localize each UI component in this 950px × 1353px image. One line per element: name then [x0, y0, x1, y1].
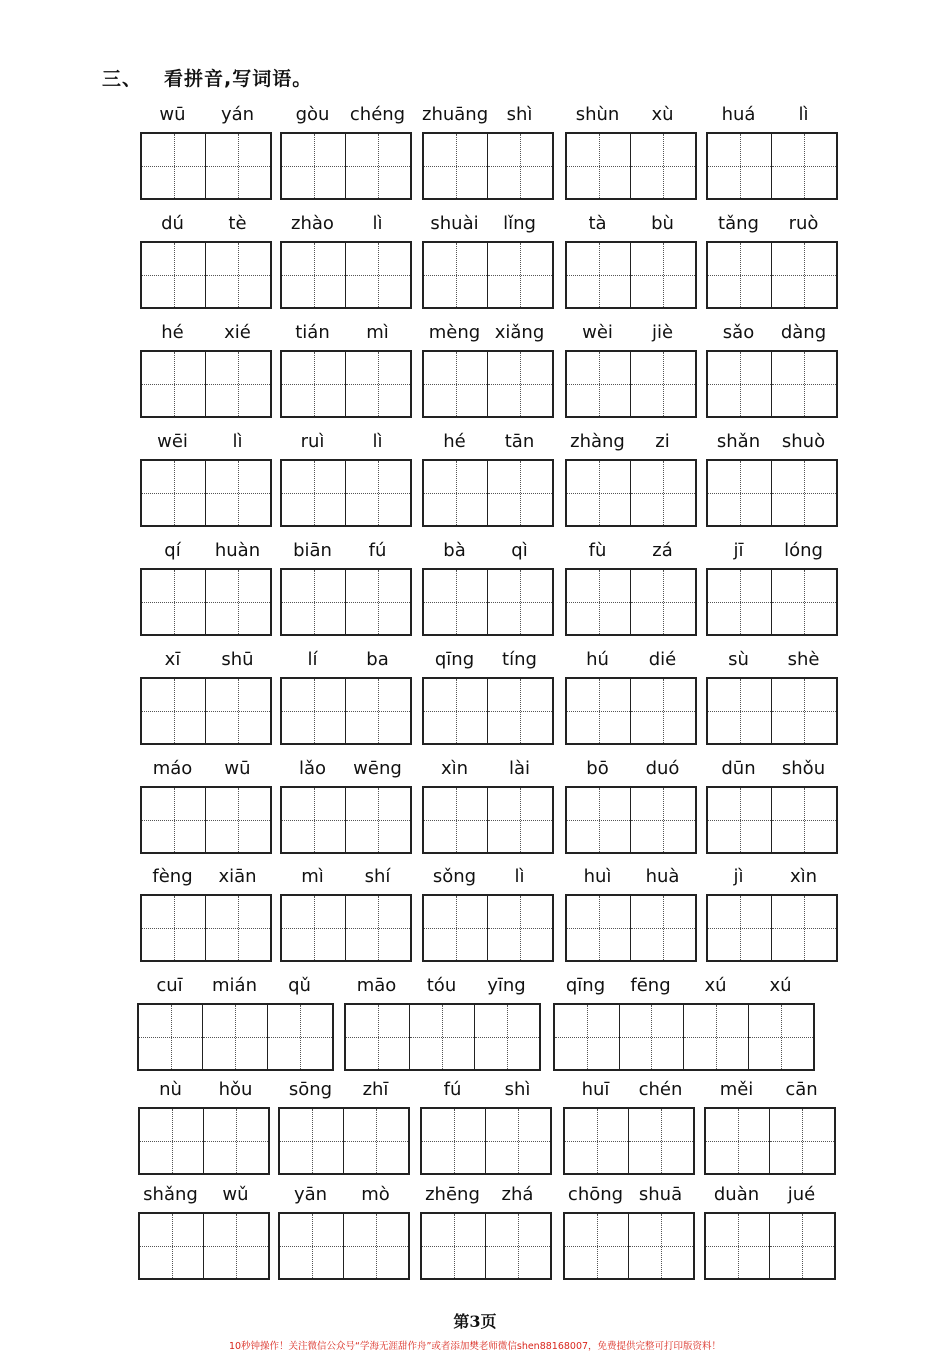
pinyin-label: zhá: [501, 1184, 534, 1205]
writing-box[interactable]: [140, 459, 272, 527]
tianzige-cell[interactable]: [706, 1214, 770, 1278]
writing-box[interactable]: [138, 1107, 270, 1175]
tianzige-cell[interactable]: [488, 352, 552, 416]
pinyin-label: lì: [232, 431, 243, 452]
tianzige-cell[interactable]: [488, 896, 552, 960]
pinyin-label: bà: [443, 540, 466, 561]
pinyin-label: xìn: [440, 758, 469, 779]
tianzige-cell[interactable]: [422, 1109, 486, 1173]
tianzige-cell[interactable]: [565, 1214, 629, 1278]
pinyin-label: huà: [645, 866, 680, 887]
tianzige-cell[interactable]: [567, 134, 631, 198]
pinyin-label: māo: [356, 975, 397, 996]
tianzige-cell[interactable]: [282, 461, 346, 525]
tianzige-cell[interactable]: [567, 243, 631, 307]
pinyin-label: shǒu: [781, 758, 826, 779]
pinyin-label: shì: [506, 104, 533, 125]
pinyin-label: lì: [798, 104, 809, 125]
tianzige-cell[interactable]: [772, 896, 836, 960]
pinyin-label: zhào: [291, 213, 334, 234]
tianzige-cell[interactable]: [772, 352, 836, 416]
pinyin-label: sǒng: [432, 866, 477, 887]
writing-box[interactable]: [565, 894, 697, 962]
writing-box[interactable]: [704, 1212, 836, 1280]
writing-box[interactable]: [563, 1212, 695, 1280]
pinyin-label: zhàng: [570, 431, 625, 452]
writing-box[interactable]: [565, 677, 697, 745]
pinyin-label: fèng: [152, 866, 193, 887]
writing-box[interactable]: [280, 786, 412, 854]
writing-box[interactable]: [422, 459, 554, 527]
pinyin-label: fù: [588, 540, 607, 561]
pinyin-label: sù: [728, 649, 749, 670]
writing-box[interactable]: [280, 677, 412, 745]
pinyin-label: lí: [307, 649, 318, 670]
tianzige-cell[interactable]: [631, 352, 695, 416]
tianzige-cell[interactable]: [346, 570, 410, 634]
writing-box[interactable]: [565, 350, 697, 418]
tianzige-cell[interactable]: [410, 1005, 474, 1069]
tianzige-cell[interactable]: [631, 679, 695, 743]
pinyin-label: qǔ: [288, 975, 311, 996]
section-number: 三、: [102, 68, 143, 90]
pinyin-label: tà: [588, 213, 607, 234]
pinyin-label: xiān: [218, 866, 257, 887]
writing-box[interactable]: [280, 894, 412, 962]
tianzige-cell[interactable]: [684, 1005, 749, 1069]
tianzige-cell[interactable]: [708, 461, 772, 525]
tianzige-cell[interactable]: [142, 243, 206, 307]
writing-box[interactable]: [706, 350, 838, 418]
tianzige-cell[interactable]: [772, 134, 836, 198]
pinyin-label: dàng: [780, 322, 827, 343]
writing-box[interactable]: [140, 568, 272, 636]
writing-box[interactable]: [565, 459, 697, 527]
pinyin-label: nù: [159, 1079, 182, 1100]
writing-box[interactable]: [420, 1212, 552, 1280]
pinyin-label: huàn: [214, 540, 261, 561]
writing-box[interactable]: [706, 677, 838, 745]
pinyin-label: wèi: [582, 322, 613, 343]
tianzige-cell[interactable]: [346, 134, 410, 198]
page-number: 第3页: [453, 1312, 497, 1331]
writing-box[interactable]: [280, 350, 412, 418]
writing-box[interactable]: [565, 568, 697, 636]
tianzige-cell[interactable]: [424, 243, 488, 307]
tianzige-cell[interactable]: [708, 352, 772, 416]
pinyin-label: měi: [719, 1079, 754, 1100]
writing-box[interactable]: [706, 241, 838, 309]
tianzige-cell[interactable]: [206, 352, 270, 416]
pinyin-label: cuī: [156, 975, 183, 996]
tianzige-cell[interactable]: [749, 1005, 814, 1069]
pinyin-label: shì: [504, 1079, 531, 1100]
tianzige-cell[interactable]: [206, 461, 270, 525]
tianzige-cell[interactable]: [422, 1214, 486, 1278]
pinyin-label: shuā: [638, 1184, 683, 1205]
pinyin-label: zi: [655, 431, 670, 452]
tianzige-cell[interactable]: [346, 243, 410, 307]
tianzige-cell[interactable]: [488, 788, 552, 852]
pinyin-label: qīng: [565, 975, 606, 996]
pinyin-label: lǐng: [503, 213, 536, 234]
tianzige-cell[interactable]: [708, 134, 772, 198]
tianzige-cell[interactable]: [620, 1005, 685, 1069]
pinyin-label: biān: [293, 540, 332, 561]
pinyin-label: lǎo: [298, 758, 327, 779]
writing-box[interactable]: [706, 786, 838, 854]
tianzige-cell[interactable]: [565, 1109, 629, 1173]
writing-box[interactable]: [140, 786, 272, 854]
pinyin-label: fēng: [630, 975, 671, 996]
tianzige-cell[interactable]: [206, 679, 270, 743]
tianzige-cell[interactable]: [567, 788, 631, 852]
tianzige-cell[interactable]: [770, 1109, 834, 1173]
tianzige-cell[interactable]: [282, 570, 346, 634]
tianzige-cell[interactable]: [206, 570, 270, 634]
pinyin-label: shǎng: [143, 1184, 198, 1205]
pinyin-label: xú: [769, 975, 792, 996]
section-title: 看拼音,写词语。: [164, 68, 313, 90]
tianzige-cell[interactable]: [346, 1005, 410, 1069]
tianzige-cell[interactable]: [142, 134, 206, 198]
writing-box[interactable]: [140, 350, 272, 418]
pinyin-label: chén: [638, 1079, 683, 1100]
tianzige-cell[interactable]: [282, 134, 346, 198]
pinyin-label: hǒu: [218, 1079, 253, 1100]
writing-box[interactable]: [563, 1107, 695, 1175]
pinyin-label: wēng: [353, 758, 402, 779]
writing-box[interactable]: [422, 132, 554, 200]
tianzige-cell[interactable]: [204, 1109, 268, 1173]
tianzige-cell[interactable]: [142, 352, 206, 416]
tianzige-cell[interactable]: [142, 788, 206, 852]
pinyin-label: xù: [651, 104, 674, 125]
pinyin-label: zhēng: [425, 1184, 480, 1205]
tianzige-cell[interactable]: [486, 1214, 550, 1278]
tianzige-cell[interactable]: [142, 570, 206, 634]
pinyin-label: ruò: [788, 213, 819, 234]
writing-box[interactable]: [565, 786, 697, 854]
tianzige-cell[interactable]: [344, 1109, 408, 1173]
pinyin-label: jué: [787, 1184, 816, 1205]
tianzige-cell[interactable]: [424, 352, 488, 416]
tianzige-cell[interactable]: [282, 679, 346, 743]
tianzige-cell[interactable]: [631, 134, 695, 198]
pinyin-label: wū: [224, 758, 251, 779]
pinyin-label: wēi: [157, 431, 188, 452]
pinyin-label: shǎn: [716, 431, 761, 452]
tianzige-cell[interactable]: [708, 243, 772, 307]
pinyin-label: dūn: [721, 758, 756, 779]
writing-box[interactable]: [422, 568, 554, 636]
writing-box[interactable]: [140, 132, 272, 200]
pinyin-label: gòu: [295, 104, 330, 125]
writing-box[interactable]: [420, 1107, 552, 1175]
writing-box[interactable]: [140, 677, 272, 745]
tianzige-cell[interactable]: [282, 352, 346, 416]
pinyin-label: duó: [645, 758, 680, 779]
tianzige-cell[interactable]: [282, 896, 346, 960]
tianzige-cell[interactable]: [629, 1109, 693, 1173]
pinyin-label: tián: [295, 322, 330, 343]
tianzige-cell[interactable]: [567, 896, 631, 960]
pinyin-label: hé: [161, 322, 184, 343]
pinyin-label: shuài: [430, 213, 479, 234]
tianzige-cell[interactable]: [631, 243, 695, 307]
pinyin-label: sǎo: [722, 322, 755, 343]
tianzige-cell[interactable]: [567, 352, 631, 416]
writing-box[interactable]: [344, 1003, 541, 1071]
tianzige-cell[interactable]: [140, 1214, 204, 1278]
pinyin-label: xìn: [789, 866, 818, 887]
writing-box[interactable]: [706, 459, 838, 527]
tianzige-cell[interactable]: [631, 896, 695, 960]
pinyin-label: jiè: [651, 322, 674, 343]
pinyin-label: shí: [364, 866, 391, 887]
pinyin-label: xiǎng: [494, 322, 545, 343]
pinyin-label: xī: [164, 649, 181, 670]
tianzige-cell[interactable]: [424, 788, 488, 852]
pinyin-label: hé: [443, 431, 466, 452]
pinyin-label: tíng: [502, 649, 537, 670]
tianzige-cell[interactable]: [282, 243, 346, 307]
writing-box[interactable]: [137, 1003, 334, 1071]
pinyin-label: sōng: [288, 1079, 333, 1100]
pinyin-label: duàn: [713, 1184, 760, 1205]
tianzige-cell[interactable]: [346, 788, 410, 852]
pinyin-label: mì: [301, 866, 324, 887]
pinyin-label: qí: [164, 540, 181, 561]
tianzige-cell[interactable]: [567, 461, 631, 525]
tianzige-cell[interactable]: [424, 679, 488, 743]
pinyin-label: shū: [221, 649, 254, 670]
pinyin-label: huī: [581, 1079, 610, 1100]
pinyin-label: dú: [161, 213, 184, 234]
pinyin-label: tān: [504, 431, 535, 452]
tianzige-cell[interactable]: [206, 134, 270, 198]
tianzige-cell[interactable]: [772, 679, 836, 743]
pinyin-label: xú: [704, 975, 727, 996]
tianzige-cell[interactable]: [346, 679, 410, 743]
pinyin-label: shè: [787, 649, 820, 670]
pinyin-label: shuò: [781, 431, 826, 452]
writing-box[interactable]: [706, 132, 838, 200]
writing-box[interactable]: [422, 786, 554, 854]
writing-box[interactable]: [565, 241, 697, 309]
footer-notice: 10秒钟操作！关注微信公众号“学海无涯甜作舟”或者添加樊老师微信shen88168007，免费提供完整可打印版资料！: [228, 1341, 722, 1352]
tianzige-cell[interactable]: [631, 461, 695, 525]
pinyin-label: qì: [511, 540, 528, 561]
writing-box[interactable]: [422, 350, 554, 418]
tianzige-cell[interactable]: [772, 461, 836, 525]
tianzige-cell[interactable]: [629, 1214, 693, 1278]
writing-box[interactable]: [278, 1107, 410, 1175]
pinyin-label: hú: [586, 649, 609, 670]
pinyin-label: zá: [652, 540, 673, 561]
pinyin-label: chōng: [567, 1184, 624, 1205]
tianzige-cell[interactable]: [708, 788, 772, 852]
writing-box[interactable]: [422, 894, 554, 962]
pinyin-label: mì: [366, 322, 389, 343]
writing-box[interactable]: [704, 1107, 836, 1175]
writing-box[interactable]: [553, 1003, 815, 1071]
pinyin-label: yīng: [487, 975, 526, 996]
pinyin-label: bō: [586, 758, 609, 779]
writing-box[interactable]: [422, 241, 554, 309]
tianzige-cell[interactable]: [206, 243, 270, 307]
tianzige-cell[interactable]: [488, 243, 552, 307]
pinyin-label: ruì: [300, 431, 325, 452]
pinyin-label: lóng: [784, 540, 823, 561]
tianzige-cell[interactable]: [142, 679, 206, 743]
writing-box[interactable]: [280, 241, 412, 309]
tianzige-cell[interactable]: [282, 788, 346, 852]
writing-box[interactable]: [140, 894, 272, 962]
pinyin-label: fú: [443, 1079, 462, 1100]
pinyin-label: tǎng: [718, 213, 759, 234]
writing-box[interactable]: [140, 241, 272, 309]
writing-box[interactable]: [706, 894, 838, 962]
pinyin-label: cān: [785, 1079, 818, 1100]
tianzige-cell[interactable]: [139, 1005, 203, 1069]
pinyin-label: yān: [293, 1184, 328, 1205]
tianzige-cell[interactable]: [142, 896, 206, 960]
pinyin-label: máo: [152, 758, 193, 779]
tianzige-cell[interactable]: [772, 788, 836, 852]
tianzige-cell[interactable]: [488, 461, 552, 525]
tianzige-cell[interactable]: [424, 461, 488, 525]
pinyin-label: xié: [224, 322, 251, 343]
tianzige-cell[interactable]: [770, 1214, 834, 1278]
pinyin-label: jì: [733, 866, 744, 887]
writing-box[interactable]: [280, 132, 412, 200]
tianzige-cell[interactable]: [488, 134, 552, 198]
tianzige-cell[interactable]: [486, 1109, 550, 1173]
writing-box[interactable]: [280, 459, 412, 527]
pinyin-label: mián: [212, 975, 257, 996]
tianzige-cell[interactable]: [424, 896, 488, 960]
pinyin-label: lì: [372, 431, 383, 452]
writing-box[interactable]: [706, 568, 838, 636]
pinyin-label: lài: [508, 758, 531, 779]
tianzige-cell[interactable]: [631, 570, 695, 634]
pinyin-label: zhī: [362, 1079, 389, 1100]
tianzige-cell[interactable]: [206, 788, 270, 852]
tianzige-cell[interactable]: [488, 679, 552, 743]
pinyin-label: huá: [721, 104, 756, 125]
tianzige-cell[interactable]: [708, 570, 772, 634]
pinyin-label: dié: [648, 649, 677, 670]
writing-box[interactable]: [422, 677, 554, 745]
tianzige-cell[interactable]: [268, 1005, 332, 1069]
tianzige-cell[interactable]: [280, 1214, 344, 1278]
writing-box[interactable]: [280, 568, 412, 636]
tianzige-cell[interactable]: [142, 461, 206, 525]
tianzige-cell[interactable]: [140, 1109, 204, 1173]
tianzige-cell[interactable]: [708, 679, 772, 743]
tianzige-cell[interactable]: [206, 896, 270, 960]
tianzige-cell[interactable]: [203, 1005, 267, 1069]
tianzige-cell[interactable]: [424, 570, 488, 634]
pinyin-label: yán: [220, 104, 255, 125]
writing-box[interactable]: [278, 1212, 410, 1280]
pinyin-label: jī: [733, 540, 744, 561]
tianzige-cell[interactable]: [706, 1109, 770, 1173]
tianzige-cell[interactable]: [708, 896, 772, 960]
pinyin-label: lì: [372, 213, 383, 234]
tianzige-cell[interactable]: [488, 570, 552, 634]
tianzige-cell[interactable]: [346, 896, 410, 960]
pinyin-label: shùn: [575, 104, 620, 125]
pinyin-label: tóu: [426, 975, 457, 996]
tianzige-cell[interactable]: [555, 1005, 620, 1069]
pinyin-label: tè: [228, 213, 247, 234]
writing-box[interactable]: [138, 1212, 270, 1280]
pinyin-label: wǔ: [222, 1184, 249, 1205]
pinyin-label: bù: [651, 213, 674, 234]
tianzige-cell[interactable]: [346, 461, 410, 525]
section-heading: [102, 64, 312, 91]
pinyin-label: zhuāng: [422, 104, 489, 125]
pinyin-label: mò: [361, 1184, 390, 1205]
pinyin-label: fú: [368, 540, 387, 561]
tianzige-cell[interactable]: [424, 134, 488, 198]
pinyin-label: huì: [583, 866, 612, 887]
tianzige-cell[interactable]: [567, 679, 631, 743]
pinyin-label: lì: [514, 866, 525, 887]
pinyin-label: wū: [159, 104, 186, 125]
tianzige-cell[interactable]: [475, 1005, 539, 1069]
tianzige-cell[interactable]: [280, 1109, 344, 1173]
tianzige-cell[interactable]: [346, 352, 410, 416]
pinyin-label: mèng: [428, 322, 481, 343]
pinyin-label: qīng: [434, 649, 475, 670]
tianzige-cell[interactable]: [772, 243, 836, 307]
tianzige-cell[interactable]: [631, 788, 695, 852]
tianzige-cell[interactable]: [567, 570, 631, 634]
pinyin-label: ba: [366, 649, 389, 670]
writing-box[interactable]: [565, 132, 697, 200]
pinyin-label: chéng: [349, 104, 406, 125]
tianzige-cell[interactable]: [344, 1214, 408, 1278]
tianzige-cell[interactable]: [772, 570, 836, 634]
tianzige-cell[interactable]: [204, 1214, 268, 1278]
